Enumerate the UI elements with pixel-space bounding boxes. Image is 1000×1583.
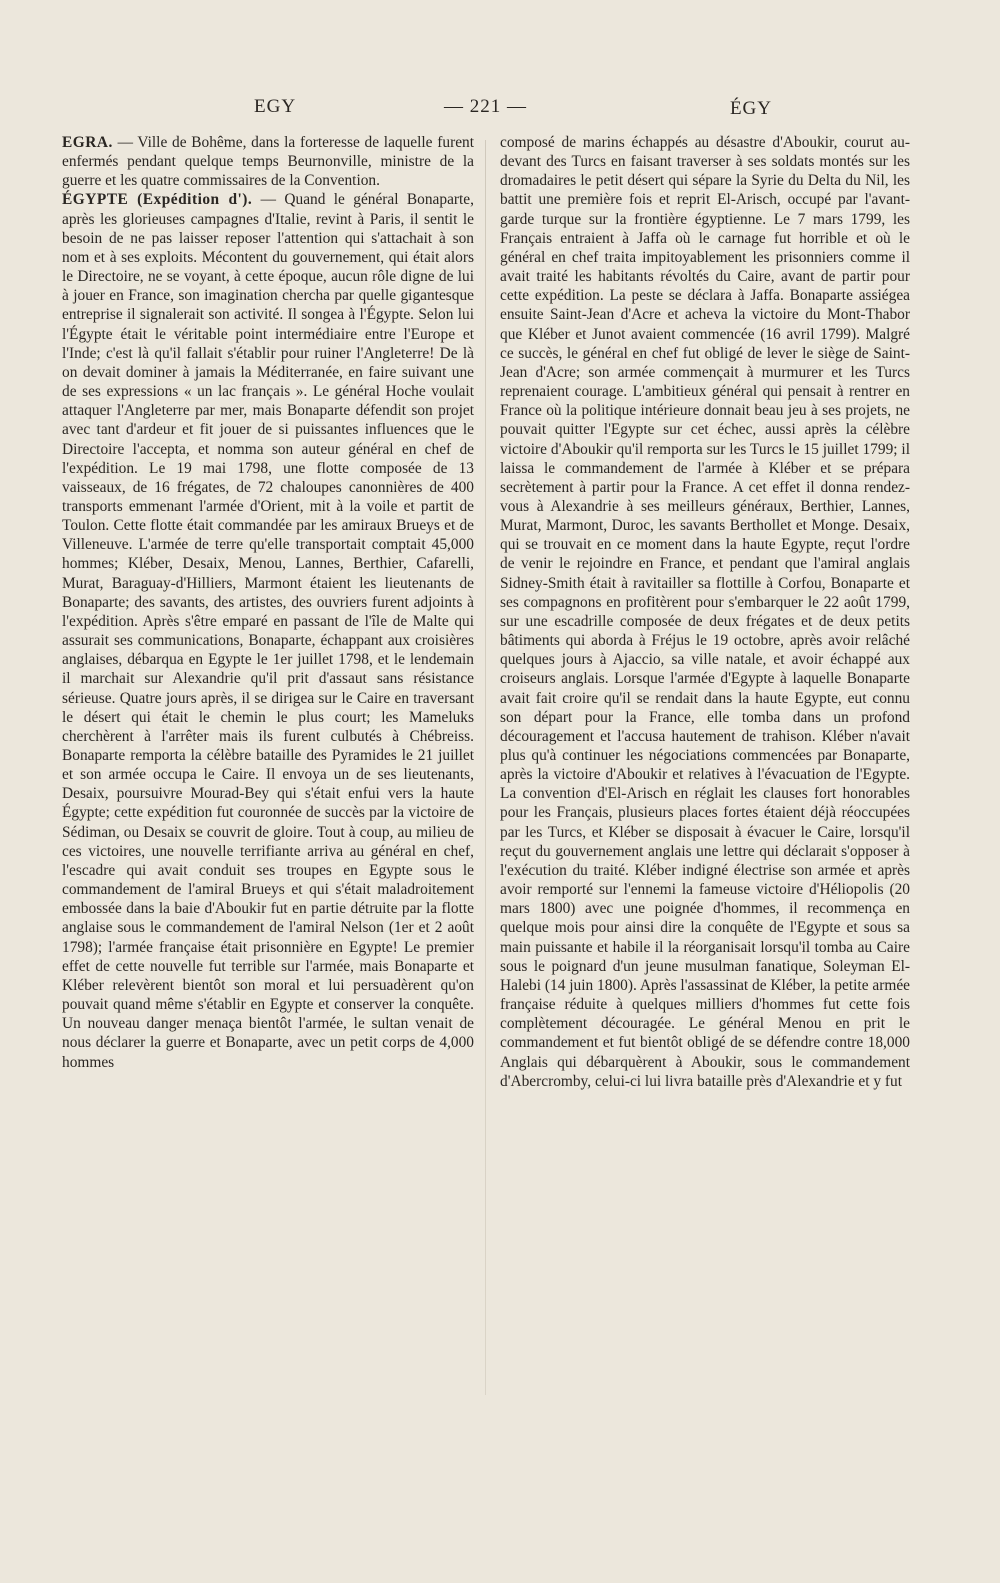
running-header	[62, 96, 912, 126]
left-column	[62, 133, 474, 1072]
header-left-guide-word: EGY	[254, 96, 297, 117]
column-divider	[485, 140, 486, 1395]
right-column	[500, 133, 910, 1091]
entry-headword: ÉGYPTE (Expédition d').	[62, 191, 253, 209]
header-right-guide-word: ÉGY	[729, 98, 772, 119]
entry-egypte	[62, 190, 474, 1071]
entry-text: — Quand le général Bonaparte, après les glorieuses campagnes d'Italie, revint à Paris, il sentit le besoin de ne pas laisser reposer l'attention qui s'attachait à son nom et à ses exploits. Mécontent du gouvernement, qui était alors le Directoire, ne se voyant, à cette époque, aucun rôle digne de lui à jouer en France, son imagination chercha par quelle gigantesque entreprise il signalerait son activité. Il songea à l'Égypte. Selon lui l'Égypte était le véritable point intermédiaire entre l'Europe et l'Inde; c'est là qu'il fallait s'établir pour ruiner l'Angleterre! De là on devait dominer à jamais la Méditerranée, en faire suivant une de ses expressions « un lac français ». Le général Hoche voulait attaquer l'Angleterre par mer, mais Bonaparte défendit son projet avec tant d'ardeur et fit jouer de si puissantes influences que le Directoire l'accepta, et nomma son auteur général en chef de l'expédition. Le 19 mai 1798, une flotte composée de 13 vaisseaux, de 16 frégates, de 72 chaloupes canonnières de 400 transports emmenant l'armée d'Orient, mit à la voile et partit de Toulon. Cette flotte était commandée par les amiraux Brueys et de Villeneuve. L'armée de terre qu'elle transportait comptait 45,000 hommes; Kléber, Desaix, Menou, Lannes, Berthier, Cafarelli, Murat, Baraguay-d'Hilliers, Marmont étaient les lieutenants de Bonaparte; des savants, des artistes, des ouvriers furent adjoints à l'expédition. Après s'être emparé en passant de l'île de Malte qui assurait ses communications, Bonaparte, échappant aux croisières anglaises, débarqua en Egypte le 1er juillet 1798, et le lendemain il marchait sur Alexandrie qu'il prit d'assaut sans résistance sérieuse. Quatre jours après, il se dirigea sur le Caire en traversant le désert qui était le chemin le plus court; les Mameluks cherchèrent à l'arrêter mais ils furent culbutés à Chébreiss. Bonaparte remporta la célèbre bataille des Pyramides le 21 juillet et son armée occupa le Caire. Il envoya un de ses lieutenants, Desaix, poursuivre Mourad-Bey qui s'était enfui vers la haute Égypte; cette expédition fut couronnée de succès par la victoire de Sédiman, ou Desaix se couvrit de gloire. Tout à coup, au milieu de ces victoires, une nouvelle terrifiante arriva au général en chef, l'escadre qui avait conduit ses troupes en Egypte sous le commandement de l'amiral Brueys et qui s'était maladroitement embossée dans la baie d'Aboukir fut en partie détruite par la flotte anglaise sous le commandement de l'amiral Nelson (1er et 2 août 1798); l'armée française était prisonnière en Egypte! Le premier effet de cette nouvelle fut terrible sur l'armée, mais Bonaparte et Kléber relevèrent bientôt son moral et lui persuadèrent qu'on pouvait quand même s'établir en Egypte et conserver la conquête. Un nouveau danger menaça bientôt l'armée, le sultan venait de nous déclarer la guerre et Bonaparte, avec un petit corps de 4,000 hommes	[62, 191, 474, 1071]
entry-egra	[62, 133, 474, 190]
page-number: — 221 —	[444, 96, 527, 117]
entry-text: — Ville de Bohême, dans la forteresse de laquelle furent enfermés pendant quelque temps Beurnonville, ministre de la guerre et les quatre commissaires de la Convention.	[62, 134, 474, 190]
entry-headword: EGRA.	[62, 134, 113, 151]
entry-continuation: composé de marins échappés au désastre d'Aboukir, courut au-devant des Turcs en faisant traverser à ses soldats montés sur les dromadaires le petit désert qui sépare la Syrie du Delta du Nil, les battit une première fois et reprit El-Arisch, occupé par l'avant-garde turque sur la frontière égyptienne. Le 7 mars 1799, les Français entraient à Jaffa où le carnage fut horrible et où le général en chef traita impitoyablement les prisonniers comme il avait traité les habitants révoltés du Caire, avant de partir pour cette expédition. La peste se déclara à Jaffa. Bonaparte assiégea ensuite Saint-Jean d'Acre et acheva la victoire du Mont-Thabor que Kléber et Junot avaient commencée (16 avril 1799). Malgré ce succès, le général en chef fut obligé de lever le siège de Saint-Jean d'Acre; son armée commençait à murmurer et les Turcs reprenaient courage. L'ambitieux général qui pensait à rentrer en France où la politique intérieure donnait beau jeu à ses projets, ne pouvait quitter l'Egypte sur cet échec, aussi après la célèbre victoire d'Aboukir qu'il remporta sur les Turcs le 15 juillet 1799; il laissa le commandement de l'armée à Kléber et se prépara secrètement à partir pour la France. A cet effet il donna rendez-vous à Alexandrie à ses meilleurs généraux, Berthier, Lannes, Murat, Marmont, Duroc, les savants Berthollet et Monge. Desaix, qui se trouvait en ce moment dans la haute Egypte, reçut l'ordre de venir le rejoindre en France, et pendant que l'amiral anglais Sidney-Smith était à ravitailler sa flottille à Corfou, Bonaparte et ses compagnons en profitèrent pour s'embarquer le 22 août 1799, sur une escadrille composée de deux frégates et de deux petits bâtiments qui aborda à Fréjus le 19 octobre, après avoir relâché quelques jours à Ajaccio, sa ville natale, et avoir échappé aux croiseurs anglais. Lorsque l'armée d'Egypte à laquelle Bonaparte avait fait croire qu'il se rendait dans la haute Egypte, eut connu son départ pour la France, elle tomba dans un profond découragement et l'accusa hautement de trahison. Kléber n'avait plus qu'à continuer les négociations commencées par Bonaparte, après la victoire d'Aboukir et relatives à l'évacuation de l'Egypte. La convention d'El-Arisch en réglait les clauses fort honorables pour les Français, plusieurs places fortes étaient déjà réoccupées par les Turcs, et Kléber se disposait à évacuer le Caire, lorsqu'il reçut du gouvernement anglais une lettre qui déclarait s'opposer à l'exécution du traité. Kléber indigné électrise son armée et après avoir remporté sur l'ennemi la fameuse victoire d'Héliopolis (20 mars 1800) avec une poignée d'hommes, il recommença en quelque mois pour ainsi dire la conquête de l'Egypte et sous sa main puissante et habile il la réorganisait lorsqu'il tomba au Caire sous le poignard d'un jeune musulman fanatique, Soleyman El-Halebi (14 juin 1800). Après l'assassinat de Kléber, la petite armée française réduite à quelques milliers d'hommes fut cette fois complètement découragée. Le général Menou en prit le commandement et fut bientôt obligé de se défendre contre 18,000 Anglais qui débarquèrent à Aboukir, sous le commandement d'Abercromby, celui-ci lui livra bataille près d'Alexandrie et y fut	[500, 134, 910, 1090]
